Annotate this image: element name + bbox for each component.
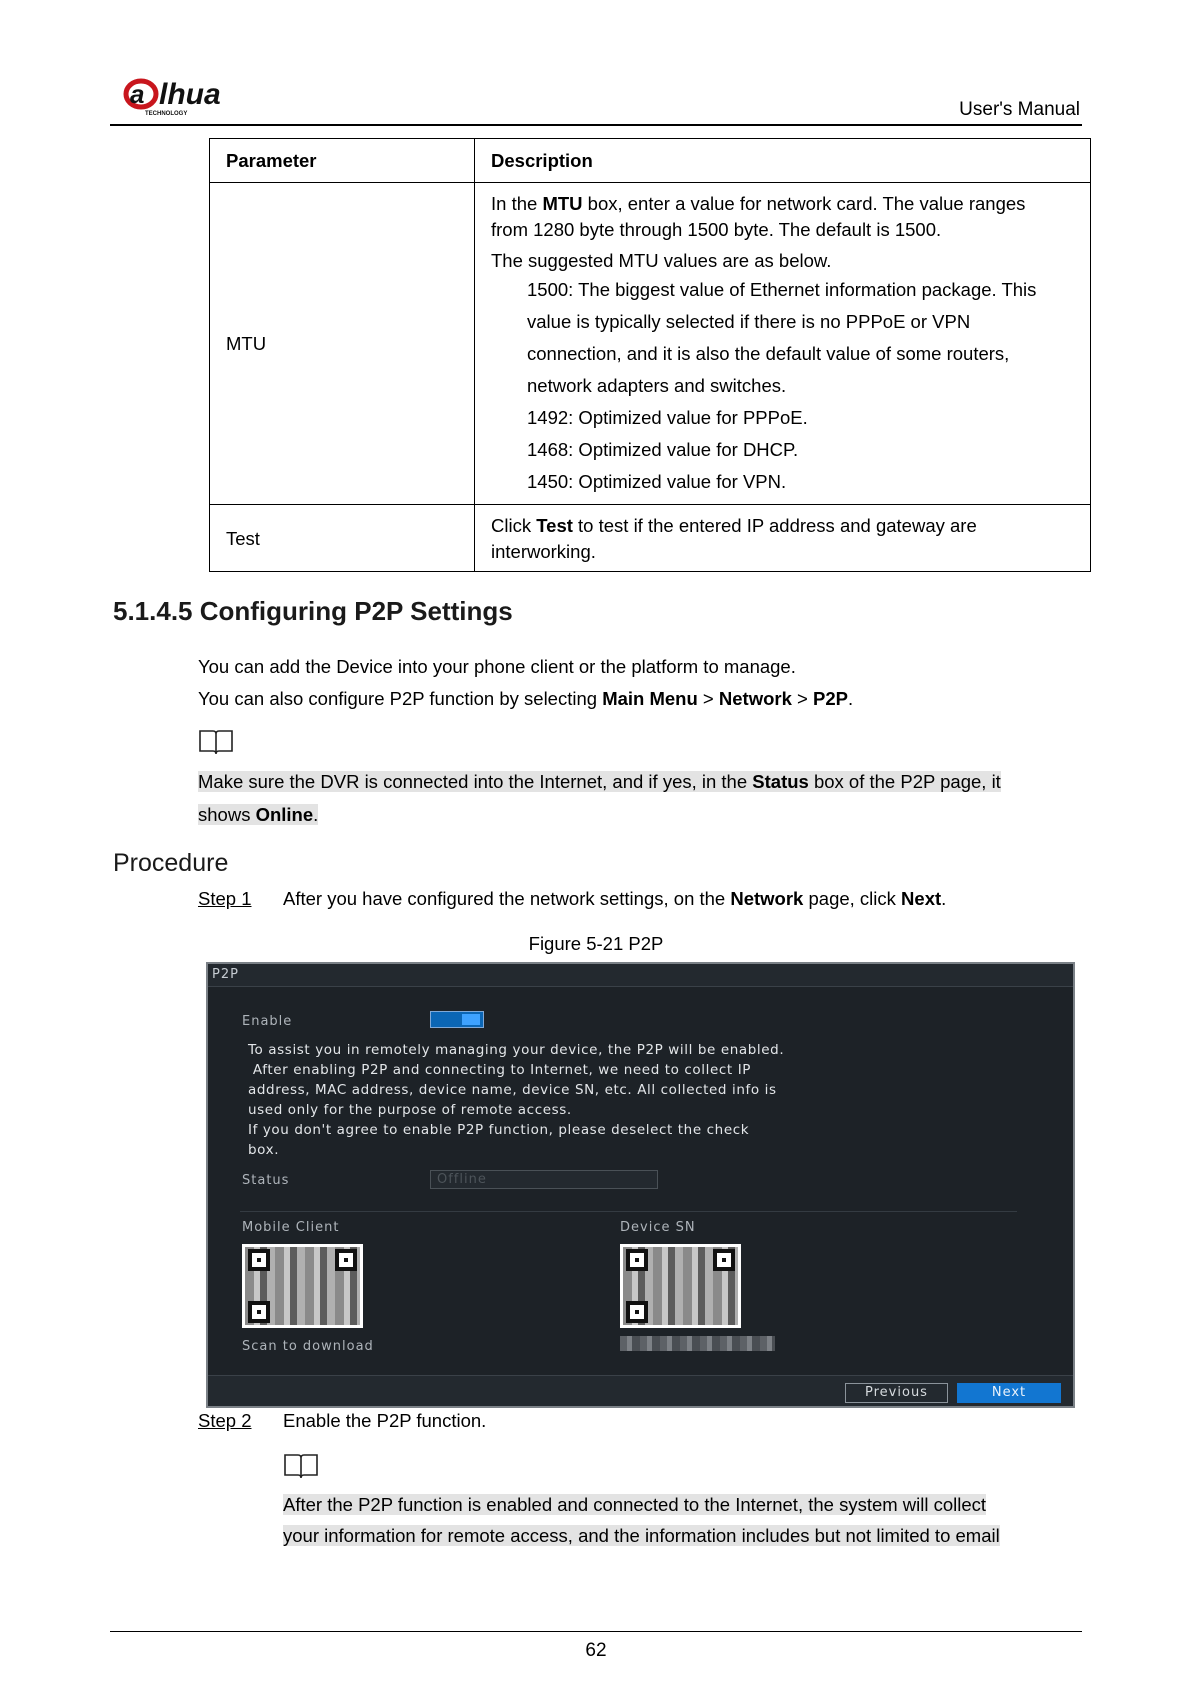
svg-text:a: a (130, 79, 145, 109)
qr-finder (335, 1249, 357, 1271)
info-line: To assist you in remotely managing your device, the P2P will be enabled. (248, 1042, 785, 1058)
mtu-line1: In the MTU box, enter a value for network card. The value ranges (491, 193, 1026, 214)
table-row (210, 183, 1091, 505)
header-rule (110, 124, 1082, 126)
note-book-icon (283, 1452, 317, 1478)
status-field: Offline (430, 1170, 658, 1189)
device-sn-qr-code (620, 1244, 741, 1328)
info-line: If you don't agree to enable P2P function, please deselect the check (248, 1122, 750, 1138)
footer-rule (110, 1631, 1082, 1632)
mtu-item: network adapters and switches. (527, 375, 787, 396)
p2p-title-bar (208, 964, 1073, 987)
mtu-item: 1450: Optimized value for VPN. (527, 471, 787, 492)
info-line: After enabling P2P and connecting to Internet, we need to collect IP (248, 1062, 752, 1078)
qr-finder (713, 1249, 735, 1271)
previous-button[interactable]: Previous (845, 1383, 948, 1403)
info-line: used only for the purpose of remote access. (248, 1102, 572, 1118)
info-line: address, MAC address, device name, device SN, etc. All collected info is (248, 1082, 777, 1098)
param-mtu: MTU (210, 183, 475, 505)
step-1-label: Step 1 (198, 888, 252, 909)
procedure-heading: Procedure (113, 849, 229, 877)
step-1-text: After you have configured the network settings, on the Network page, click Next. (283, 888, 947, 909)
note-text-2-line2: your information for remote access, and the information includes but not limited to email (283, 1525, 1000, 1546)
next-button[interactable]: Next (957, 1383, 1061, 1403)
note-text-1-line2: shows Online. (198, 804, 319, 825)
table-row (210, 505, 1091, 572)
intro-paragraph-2: You can also configure P2P function by selecting Main Menu > Network > P2P. (198, 688, 854, 709)
qr-finder (248, 1301, 270, 1323)
p2p-info-text (248, 1040, 784, 1160)
status-label: Status (242, 1173, 290, 1188)
svg-text:TECHNOLOGY: TECHNOLOGY (145, 111, 188, 117)
mobile-client-qr-code (242, 1244, 363, 1328)
p2p-title: P2P (212, 967, 239, 982)
mtu-item: connection, and it is also the default value of some routers, (527, 343, 1010, 364)
parameter-table (209, 138, 1091, 572)
mtu-item: value is typically selected if there is no PPPoE or VPN (527, 311, 971, 332)
mtu-item: 1500: The biggest value of Ethernet information package. This (527, 279, 1037, 300)
mobile-client-label: Mobile Client (242, 1220, 340, 1235)
param-test: Test (210, 505, 475, 572)
p2p-screen (206, 962, 1075, 1408)
step-2-text: Enable the P2P function. (283, 1410, 487, 1431)
table-header-row (210, 139, 1091, 183)
desc-mtu (475, 183, 1091, 505)
manual-title: User's Manual (959, 99, 1080, 120)
intro-paragraph-1: You can add the Device into your phone client or the platform to manage. (198, 656, 796, 677)
info-line: box. (248, 1142, 280, 1158)
mtu-item: 1492: Optimized value for PPPoE. (527, 407, 808, 428)
mtu-line3: The suggested MTU values are as below. (491, 250, 832, 271)
desc-test (475, 505, 1091, 572)
device-sn-redacted (620, 1336, 775, 1351)
figure-caption: Figure 5-21 P2P (528, 933, 664, 954)
p2p-divider (240, 1211, 1017, 1212)
section-heading: 5.1.4.5 Configuring P2P Settings (113, 596, 513, 626)
test-line2: interworking. (491, 541, 596, 562)
mtu-item: 1468: Optimized value for DHCP. (527, 439, 799, 460)
page-number: 62 (585, 1640, 607, 1661)
qr-finder (626, 1301, 648, 1323)
enable-label: Enable (242, 1014, 293, 1029)
device-sn-label: Device SN (620, 1220, 696, 1235)
qr-finder (626, 1249, 648, 1271)
test-line1: Click Test to test if the entered IP address and gateway are (491, 515, 977, 536)
note-text-1: Make sure the DVR is connected into the Internet, and if yes, in the Status box of the P2P page, it (198, 771, 1001, 792)
note-text-2-line1: After the P2P function is enabled and connected to the Internet, the system will collect (283, 1494, 987, 1515)
qr-finder (248, 1249, 270, 1271)
scan-to-download-label: Scan to download (242, 1339, 374, 1354)
toggle-knob (462, 1014, 480, 1025)
table-header-description: Description (475, 139, 1091, 183)
note-book-icon (198, 728, 232, 754)
dahua-logo (121, 74, 261, 120)
svg-text:lhua: lhua (159, 78, 221, 111)
table-header-parameter: Parameter (210, 139, 475, 183)
enable-toggle[interactable] (430, 1011, 484, 1028)
mtu-line2: from 1280 byte through 1500 byte. The default is 1500. (491, 219, 942, 240)
step-2-label: Step 2 (198, 1410, 252, 1431)
